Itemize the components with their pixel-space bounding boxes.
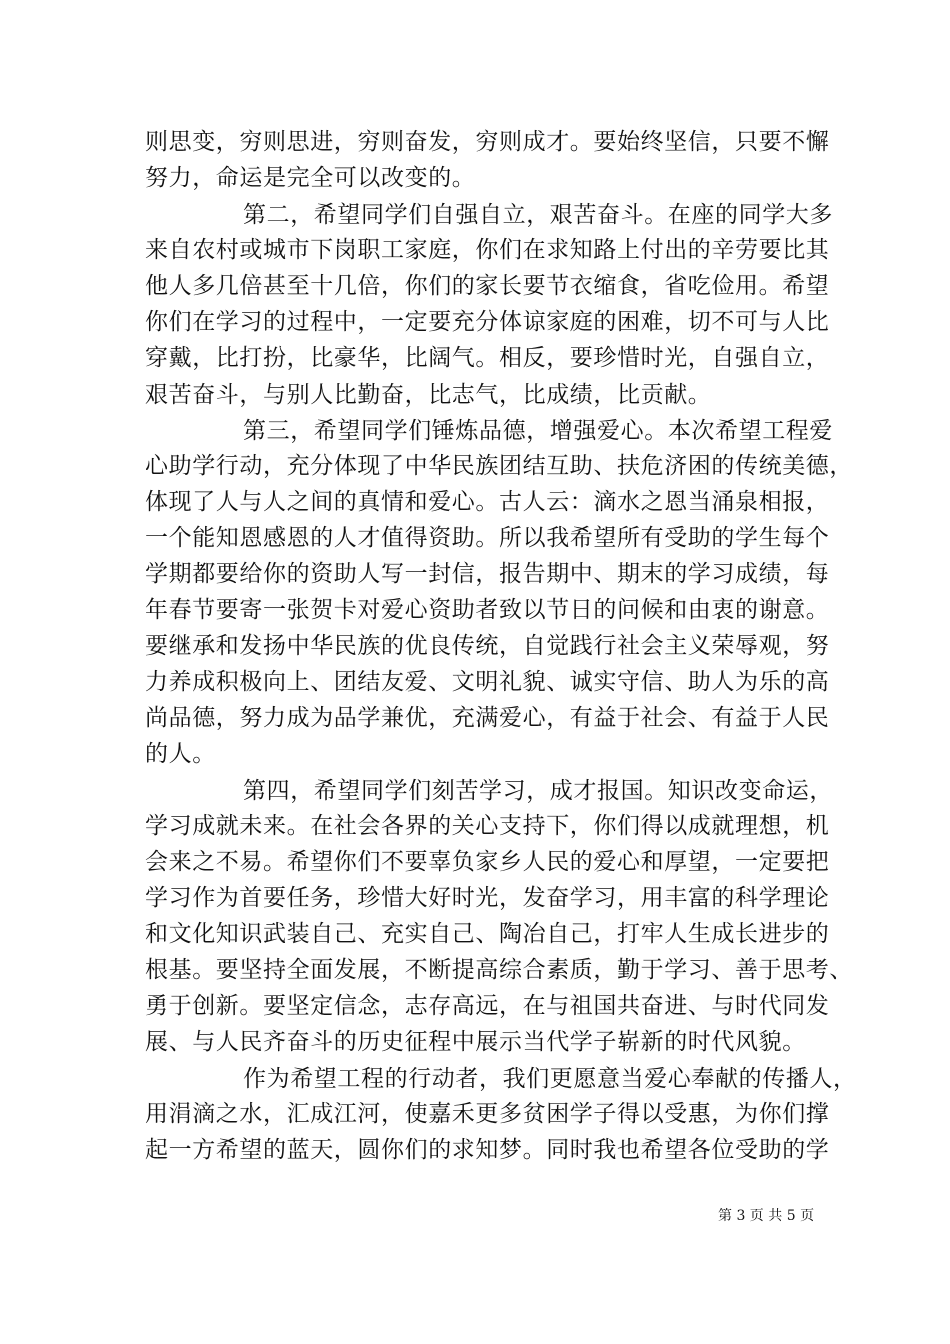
body-text-line: 勇于创新。要坚定信念，志存高远，在与祖国共奋进、与时代同发 (145, 993, 830, 1019)
body-text-line: 心助学行动，充分体现了中华民族团结互助、扶危济困的传统美德， (145, 453, 853, 479)
body-text-line: 和文化知识武装自己、充实自己、陶冶自己，打牢人生成长进步的 (145, 921, 830, 947)
body-text-line: 力养成积极向上、团结友爱、文明礼貌、诚实守信、助人为乐的高 (145, 669, 830, 695)
body-text-line: 根基。要坚持全面发展，不断提高综合素质，勤于学习、善于思考、 (145, 957, 853, 983)
body-text-line: 你们在学习的过程中，一定要充分体谅家庭的困难，切不可与人比 (145, 309, 830, 335)
body-text-line: 学习作为首要任务，珍惜大好时光，发奋学习，用丰富的科学理论 (145, 885, 830, 911)
body-text-line: 尚品德，努力成为品学兼优，充满爱心，有益于社会、有益于人民 (145, 705, 830, 731)
body-text-line: 展、与人民齐奋斗的历史征程中展示当代学子崭新的时代风貌。 (145, 1029, 806, 1055)
page-number-footer: 第 3 页 共 5 页 (718, 1208, 815, 1224)
body-text-line: 要继承和发扬中华民族的优良传统，自觉践行社会主义荣辱观，努 (145, 633, 830, 659)
body-text-line: 努力，命运是完全可以改变的。 (145, 165, 476, 191)
body-text-line: 体现了人与人之间的真情和爱心。古人云：滴水之恩当涌泉相报， (145, 489, 830, 515)
body-text-line: 学习成就未来。在社会各界的关心支持下，你们得以成就理想，机 (145, 813, 830, 839)
body-text-line: 的人。 (145, 741, 216, 767)
body-text-line: 来自农村或城市下岗职工家庭，你们在求知路上付出的辛劳要比其 (145, 237, 830, 263)
paragraph-two-start: 第二，希望同学们自强自立，艰苦奋斗。在座的同学大多 (243, 202, 833, 228)
paragraph-four-start: 第四，希望同学们刻苦学习，成才报国。知识改变命运， (243, 778, 833, 804)
body-text-line: 用涓滴之水，汇成江河，使嘉禾更多贫困学子得以受惠，为你们撑 (145, 1101, 830, 1127)
body-text-line: 穿戴，比打扮，比豪华，比阔气。相反，要珍惜时光，自强自立， (145, 345, 830, 371)
closing-paragraph-start: 作为希望工程的行动者，我们更愿意当爱心奉献的传播人， (243, 1066, 857, 1092)
body-text-line: 起一方希望的蓝天，圆你们的求知梦。同时我也希望各位受助的学 (145, 1137, 830, 1163)
body-text-line: 他人多几倍甚至十几倍，你们的家长要节衣缩食，省吃俭用。希望 (145, 273, 830, 299)
body-text-line: 艰苦奋斗，与别人比勤奋，比志气，比成绩，比贡献。 (145, 382, 712, 408)
paragraph-three-start: 第三，希望同学们锤炼品德，增强爱心。本次希望工程爱 (243, 418, 833, 444)
body-text-line: 会来之不易。希望你们不要辜负家乡人民的爱心和厚望，一定要把 (145, 849, 830, 875)
body-text-line: 则思变，穷则思进，穷则奋发，穷则成才。要始终坚信，只要不懈 (145, 129, 830, 155)
body-text-line: 年春节要寄一张贺卡对爱心资助者致以节日的问候和由衷的谢意。 (145, 597, 830, 623)
body-text-line: 学期都要给你的资助人写一封信，报告期中、期末的学习成绩，每 (145, 561, 830, 587)
body-text-line: 一个能知恩感恩的人才值得资助。所以我希望所有受助的学生每个 (145, 525, 830, 551)
